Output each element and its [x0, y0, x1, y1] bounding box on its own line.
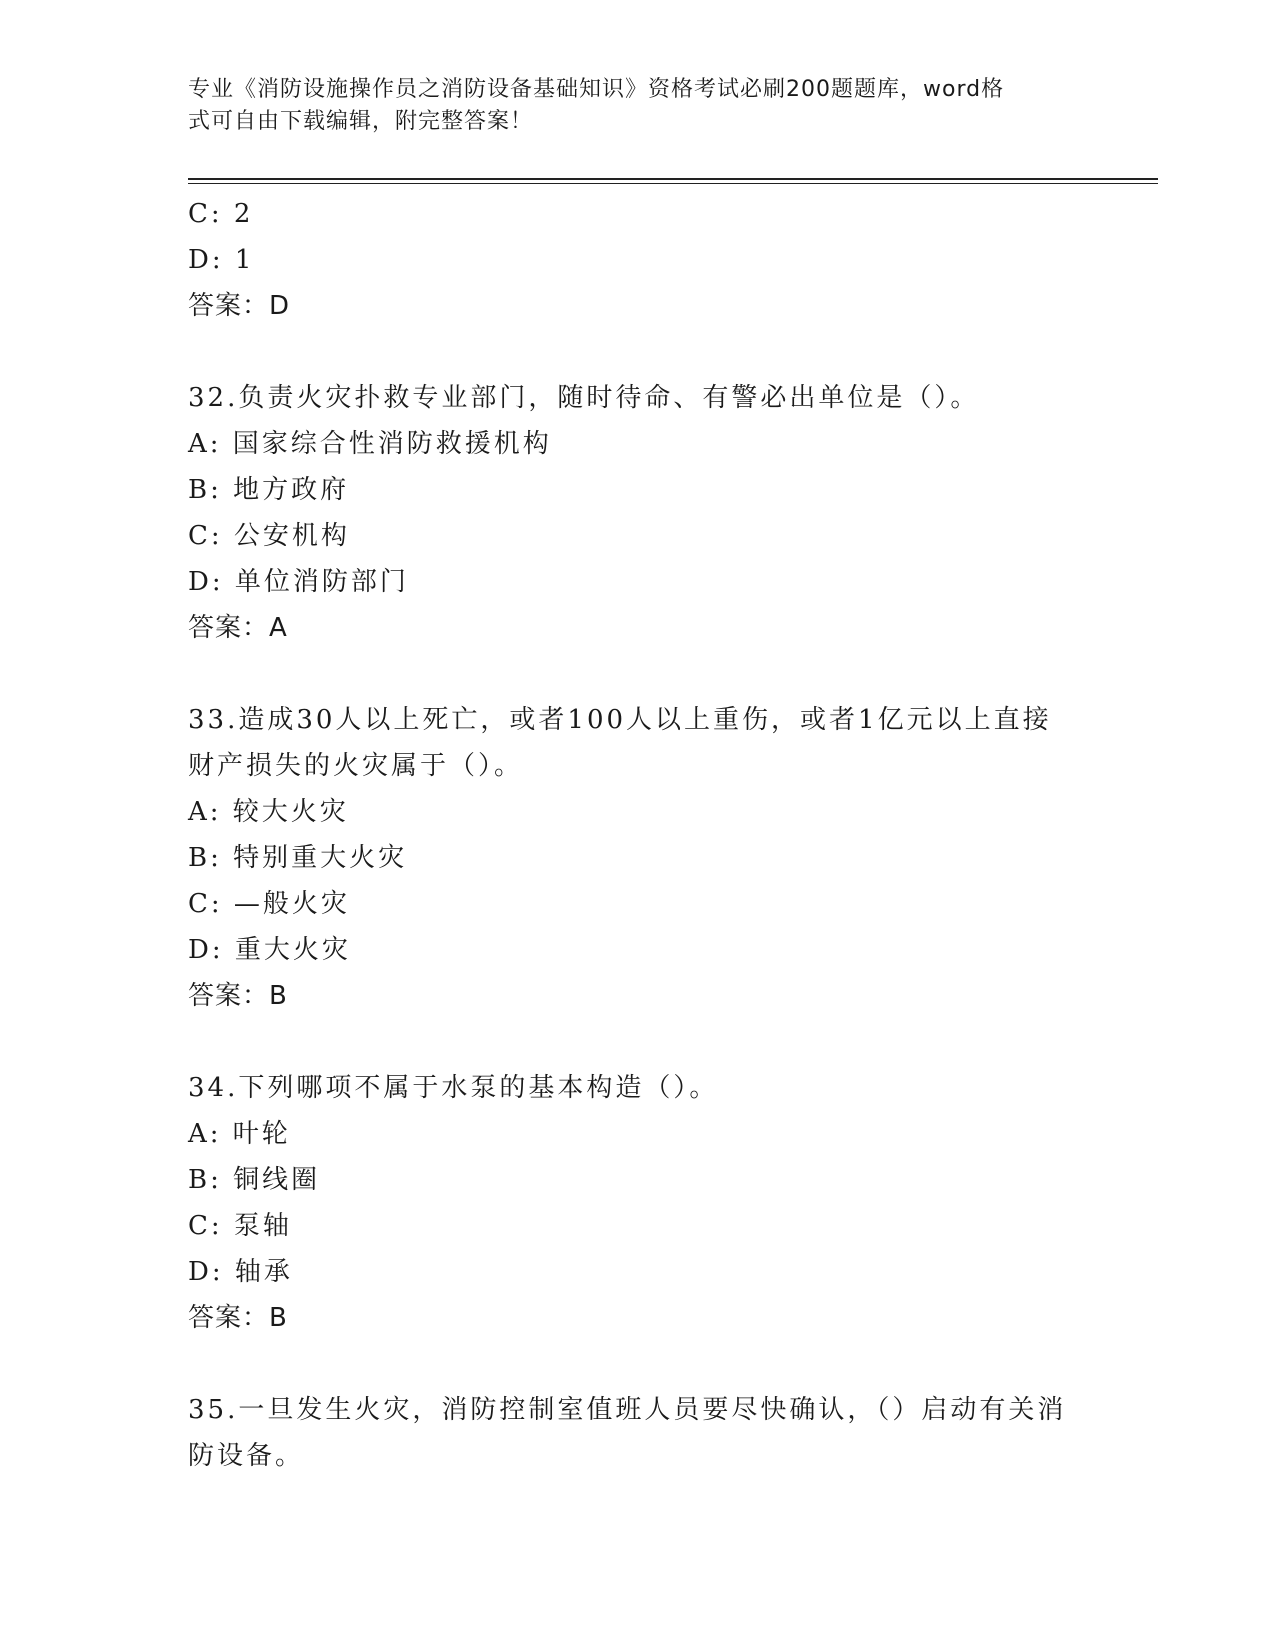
option-d: D: 单位消防部门: [188, 567, 409, 597]
option-a: A: 较大火灾: [188, 797, 349, 827]
option-a: A: 国家综合性消防救援机构: [188, 429, 552, 459]
spacer: [188, 329, 1088, 375]
question-34: [188, 1065, 1088, 1341]
option-b: B: 特别重大火灾: [188, 843, 408, 873]
question-text: 35.一旦发生火灾，消防控制室值班人员要尽快确认，（）启动有关消: [188, 1395, 1067, 1425]
option-c: C: —般火灾: [188, 889, 350, 919]
answer-line: 答案：A: [188, 613, 288, 643]
spacer: [188, 1019, 1088, 1065]
option-c: C: 泵轴: [188, 1211, 292, 1241]
spacer: [188, 651, 1088, 697]
question-32: [188, 375, 1088, 651]
question-text: 34.下列哪项不属于水泵的基本构造（）。: [188, 1073, 719, 1103]
question-text-continued: 财产损失的火灾属于（）。: [188, 751, 524, 781]
option-d: D: 重大火灾: [188, 935, 351, 965]
question-text-continued: 防设备。: [188, 1441, 305, 1471]
option-d: D: 轴承: [188, 1257, 293, 1287]
question-continued: [188, 191, 1088, 329]
option-c: C: 公安机构: [188, 521, 350, 551]
header-line-1: 专业《消防设施操作员之消防设备基础知识》资格考试必刷200题题库，word格: [188, 77, 1005, 102]
answer-line: 答案：B: [188, 1303, 288, 1333]
question-text: 32.负责火灾扑救专业部门，随时待命、有警必出单位是（）。: [188, 383, 980, 413]
question-33: [188, 697, 1088, 1019]
option-b: B: 铜线圈: [188, 1165, 321, 1195]
question-text: 33.造成30人以上死亡，或者100人以上重伤，或者1亿元以上直接: [188, 705, 1052, 735]
answer-line: 答案：D: [188, 291, 291, 321]
answer-line: 答案：B: [188, 981, 288, 1011]
header-line-2: 式可自由下载编辑，附完整答案！: [188, 109, 534, 134]
option-b: B: 地方政府: [188, 475, 350, 505]
question-35: [188, 1387, 1088, 1479]
option-c: C: 2: [188, 199, 254, 229]
option-a: A: 叶轮: [188, 1119, 291, 1149]
document-header: [188, 74, 1068, 138]
option-d: D: 1: [188, 245, 255, 275]
header-divider-thin: [188, 183, 1158, 184]
header-divider-thick: [188, 178, 1158, 180]
document-body: [188, 191, 1088, 1479]
spacer: [188, 1341, 1088, 1387]
